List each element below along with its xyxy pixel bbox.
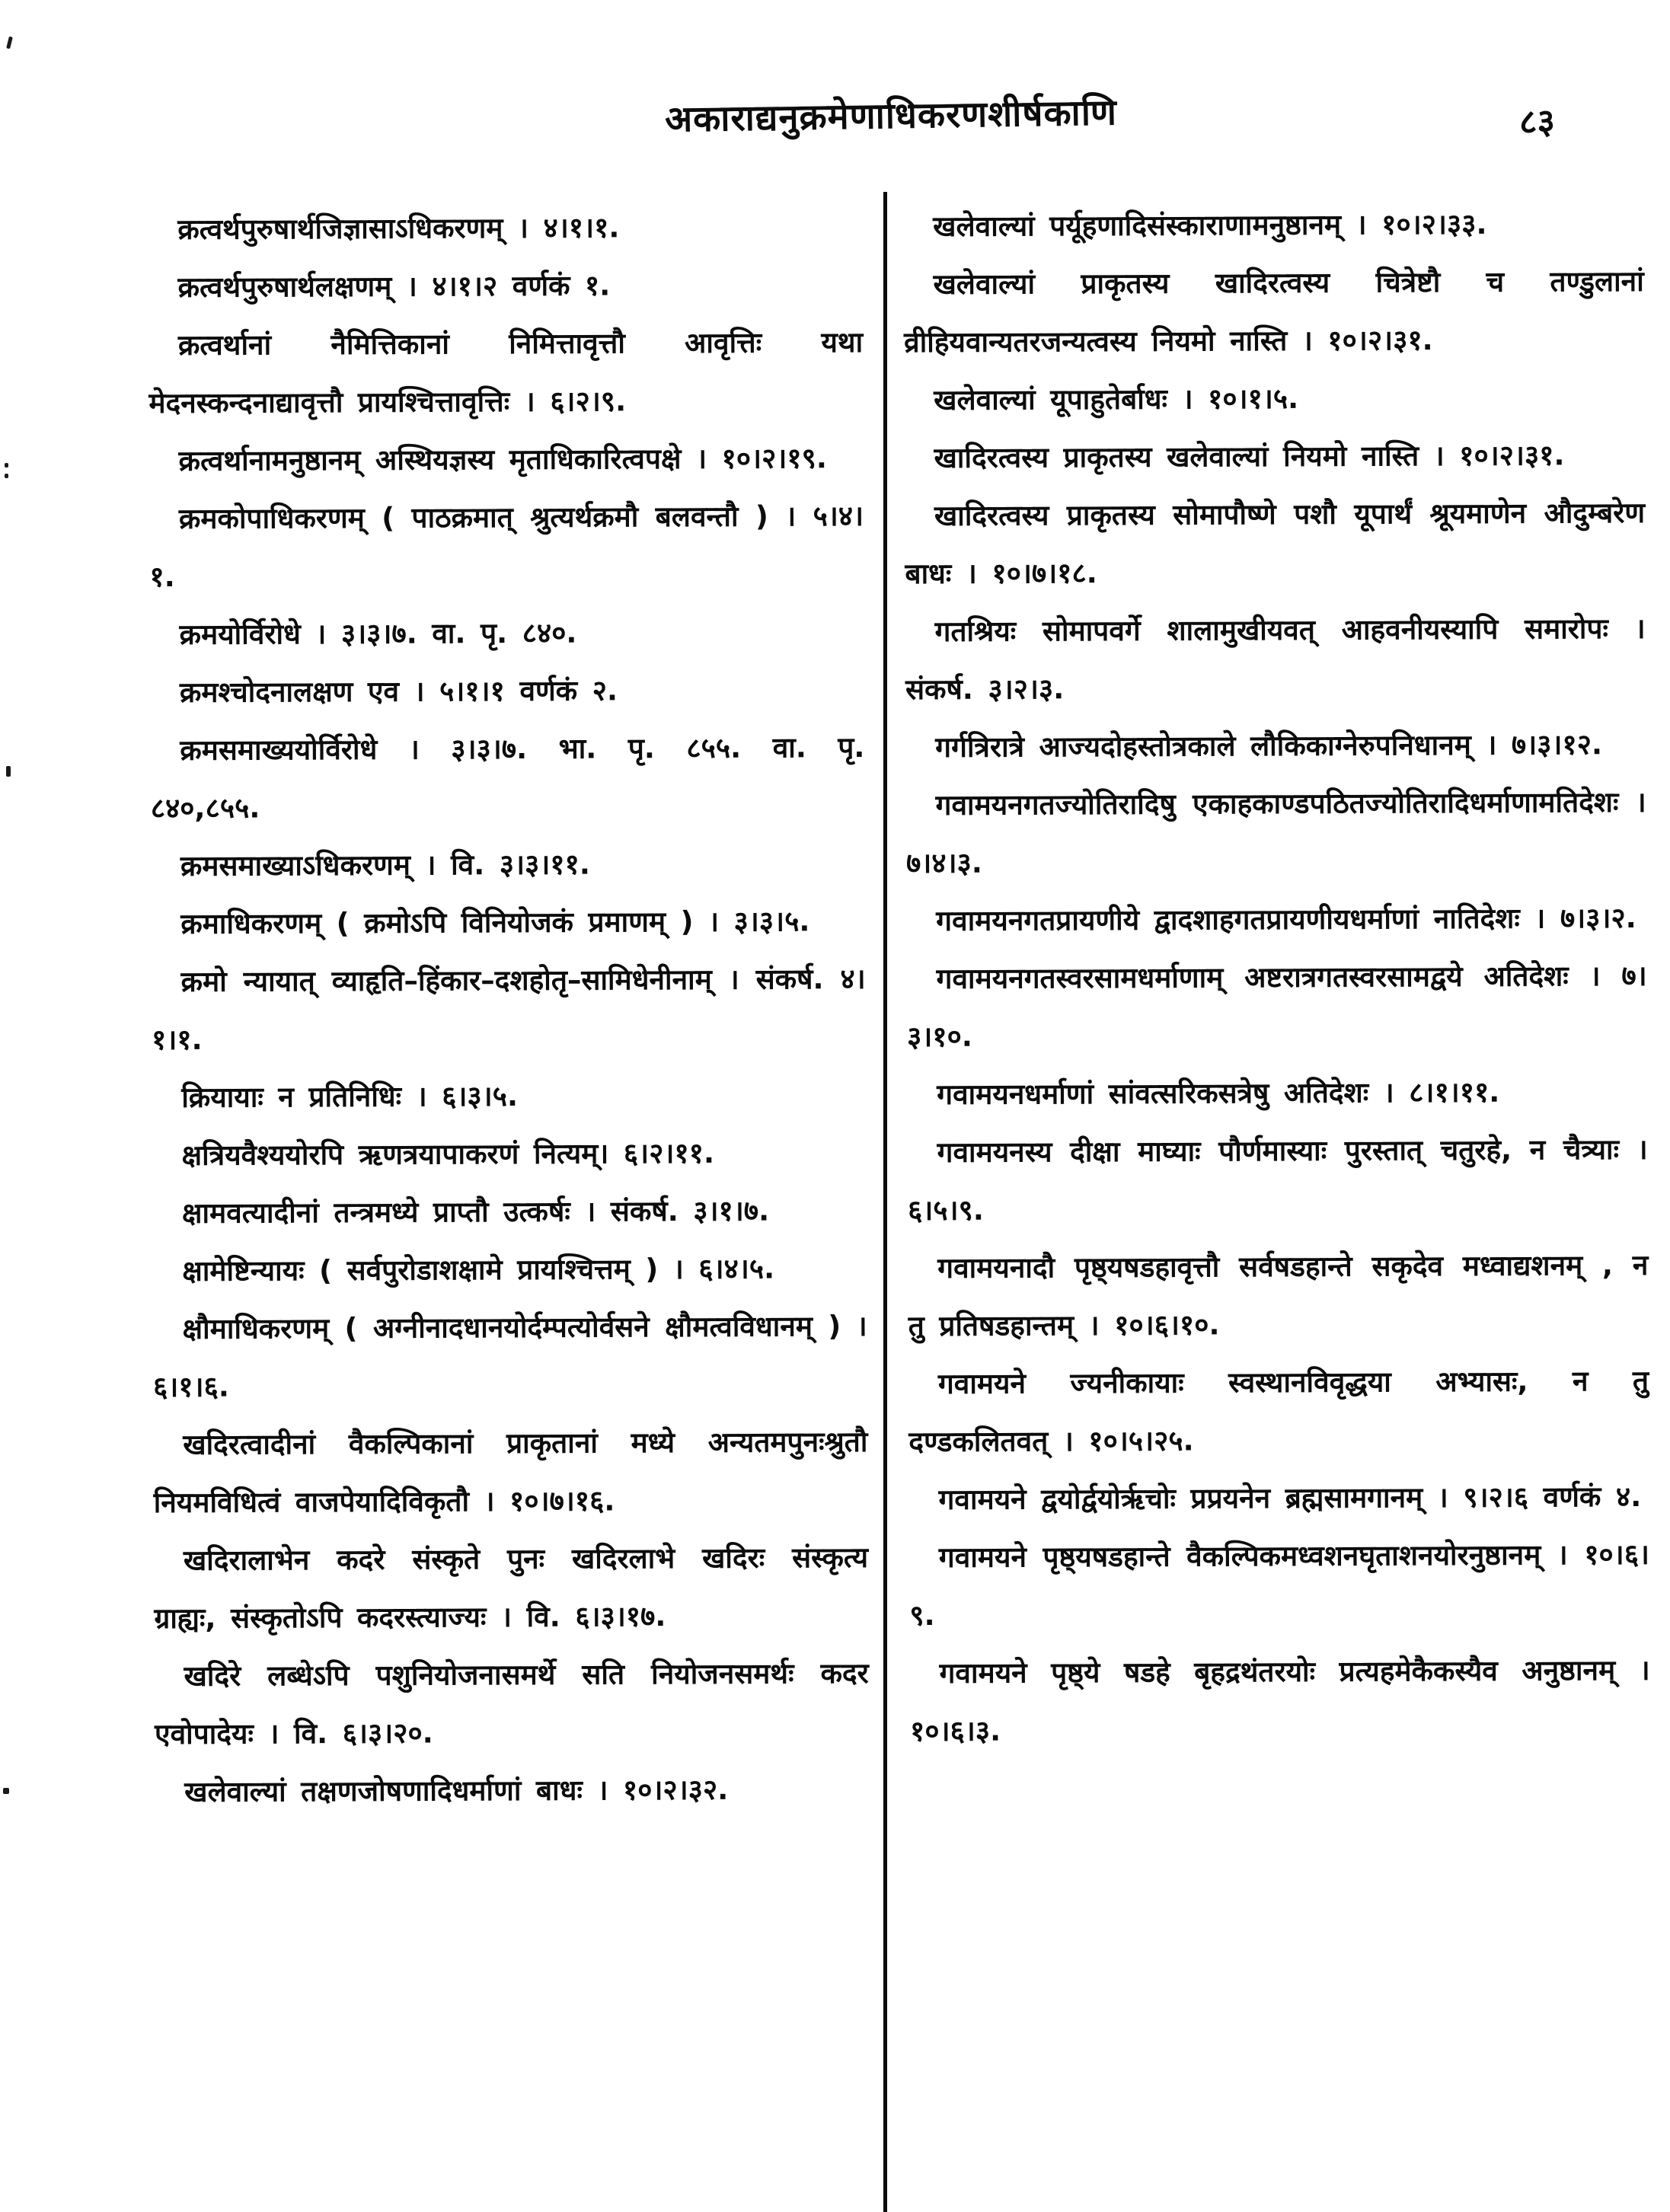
index-entry: क्रत्वर्थपुरुषार्थलक्षणम् । ४।१।२ वर्णकं १. bbox=[177, 269, 611, 304]
scan-speck bbox=[3, 1788, 9, 1794]
index-entry: खादिरत्वस्य प्राकृतस्य खलेवाल्यां नियमो नास्ति । १०।२।३१. bbox=[934, 439, 1565, 474]
index-entry: क्रमाधिकरणम् ( क्रमोऽपि विनियोजकं प्रमाणम् ) । ३।३।५. bbox=[180, 905, 810, 940]
index-entry: गवामयनगतस्वरसामधर्माणाम् अष्टरात्रगतस्वरसामद्वये अतिदेशः । ७।३।१०. bbox=[906, 959, 1647, 1054]
index-column-left bbox=[148, 198, 870, 2196]
index-entry: क्रमश्चोदनालक्षण एव । ५।१।१ वर्णकं २. bbox=[179, 674, 618, 709]
index-entry: क्रमसमाख्ययोर्विरोधे । ३।३।७. भा. पृ. ८५५. वा. पृ. ८४०,८५५. bbox=[150, 730, 865, 825]
index-entry: खदिरत्वादीनां वैकल्पिकानां प्राकृतानां मध्ये अन्यतमपुनःश्रुतौ नियमविधित्वं वाजपेयादिविकृतौ । १०।७।१६. bbox=[153, 1425, 868, 1520]
index-entry: खदिरे लब्धेऽपि पशुनियोजनासमर्थे सति नियोजनसमर्थः कदर एवोपादेयः । वि. ६।३।२०. bbox=[154, 1656, 869, 1751]
index-entry: क्रियायाः न प्रतिनिधिः । ६।३।५. bbox=[181, 1079, 519, 1114]
index-entry: खलेवाल्यां यूपाहुतेर्बाधः । १०।१।५. bbox=[934, 381, 1299, 417]
scan-speck bbox=[6, 766, 11, 777]
index-entry: गवामयनधर्माणां सांवत्सरिकसत्रेषु अतिदेशः । ८।१।११. bbox=[937, 1075, 1500, 1111]
index-entry: क्षौमाधिकरणम् ( अग्नीनादधानयोर्दम्पत्योर्वसने क्षौमत्वविधानम् ) । ६।१।६. bbox=[152, 1309, 867, 1404]
index-entry: गवामयनस्य दीक्षा माघ्याः पौर्णमास्याः पुरस्तात् चतुरहे, न चैत्र्याः । ६।५।९. bbox=[907, 1132, 1648, 1227]
index-entry: गवामयने द्वयोर्द्वयोर्ऋचोः प्रप्रयनेन ब्रह्मसामगानम् । ९।२।६ वर्णकं ४. bbox=[938, 1479, 1642, 1516]
page-number: ८३ bbox=[1518, 101, 1556, 142]
index-entry: क्षामवत्यादीनां तन्त्रमध्ये प्राप्तौ उत्कर्षः । संकर्ष. ३।१।७. bbox=[181, 1194, 770, 1230]
index-entry: गवामयनगतज्योतिरादिषु एकाहकाण्डपठितज्योतिरादिधर्माणामतिदेशः । ७।४।३. bbox=[905, 785, 1646, 880]
index-entry: गवामयनादौ पृष्ठ्यषडहावृत्तौ सर्वषडहान्ते सकृदेव मध्वाद्यशनम् , न तु प्रतिषडहान्तम् । १०।६।१०. bbox=[908, 1248, 1649, 1343]
scan-speck bbox=[5, 463, 8, 468]
index-entry: क्रमो न्यायात् व्याहृति–हिंकार–दशहोतृ–सामिधेनीनाम् । संकर्ष. ४।१।१. bbox=[152, 962, 866, 1057]
index-entry: खदिरालाभेन कदरे संस्कृते पुनः खदिरलाभे खदिरः संस्कृत्य ग्राह्यः, संस्कृतोऽपि कदरस्त्याज्यः । वि. ६।३।१७. bbox=[154, 1540, 869, 1636]
index-entry: खलेवाल्यां तक्षणजोषणादिधर्माणां बाधः । १०।२।३२. bbox=[184, 1773, 729, 1808]
index-entry: क्रत्वर्थानामनुष्ठानम् अस्थियज्ञस्य मृताधिकारित्वपक्षे । १०।२।१९. bbox=[178, 442, 827, 477]
index-entry: क्रमसमाख्याऽधिकरणम् । वि. ३।३।११. bbox=[180, 847, 590, 883]
index-column-right bbox=[903, 195, 1652, 2208]
index-entry: खलेवाल्यां प्राकृतस्य खादिरत्वस्य चित्रेष्टौ च तण्डुलानां व्रीहियवान्यतरजन्यत्वस्य नियमो नास्ति । १०।२।३१. bbox=[903, 264, 1644, 359]
index-entry: गर्गत्रिरात्रे आज्यदोहस्तोत्रकाले लौकिकाग्नेरुपनिधानम् । ७।३।१२. bbox=[935, 728, 1603, 764]
index-entry: खलेवाल्यां पर्यूहणादिसंस्काराणामनुष्ठानम् । १०।२।३३. bbox=[933, 207, 1487, 243]
index-entry: क्रमयोर्विरोधे । ३।३।७. वा. पृ. ८४०. bbox=[179, 616, 577, 651]
index-entry: गवामयने पृष्ठ्यषडहान्ते वैकल्पिकमध्वशनघृताशनयोरनुष्ठानम् । १०।६।९. bbox=[909, 1537, 1650, 1633]
column-divider-rule bbox=[883, 192, 887, 2212]
index-entry: खादिरत्वस्य प्राकृतस्य सोमापौष्णे पशौ यूपार्थं श्रूयमाणेन औदुम्बरेण बाधः । १०।७।१८. bbox=[905, 496, 1646, 591]
scan-speck bbox=[6, 37, 13, 49]
index-entry: क्षत्रियवैश्ययोरपि ऋणत्रयापाकरणं नित्यम्। ६।२।११. bbox=[181, 1136, 715, 1172]
index-entry: गतश्रियः सोमापवर्गे शालामुखीयवत् आहवनीयस्यापि समारोपः । संकर्ष. ३।२।३. bbox=[905, 611, 1646, 707]
index-entry: क्षामेष्टिन्यायः ( सर्वपुरोडाशक्षामे प्रायश्चित्तम् ) । ६।४।५. bbox=[182, 1252, 775, 1288]
index-entry: गवामयनगतप्रायणीये द्वादशाहगतप्रायणीयधर्माणां नातिदेशः । ७।३।२. bbox=[936, 901, 1636, 937]
page-title: अकाराद्यनुक्रमेणाधिकरणशीर्षकाणि bbox=[664, 91, 1118, 141]
index-entry: गवामयने पृष्ठ्ये षडहे बृहद्रथंतरयोः प्रत्यहमेकैकस्यैव अनुष्ठानम् । १०।६।३. bbox=[909, 1653, 1650, 1748]
index-entry: क्रत्वर्थपुरुषार्थजिज्ञासाऽधिकरणम् । ४।१।१. bbox=[177, 211, 620, 246]
index-entry: गवामयने ज्यनीकायाः स्वस्थानविवृद्धया अभ्यासः, न तु दण्डकलितवत् । १०।५।२५. bbox=[908, 1364, 1649, 1459]
index-entry: क्रमकोपाधिकरणम् ( पाठक्रमात् श्रुत्यर्थक्रमौ बलवन्तौ ) । ५।४।१. bbox=[149, 499, 864, 594]
index-entry: क्रत्वर्थानां नैमित्तिकानां निमित्तावृत्तौ आवृत्तिः यथा मेदनस्कन्दनाद्यावृत्तौ प्रायश्चित्तावृत्तिः । ६।२।९. bbox=[148, 325, 864, 420]
